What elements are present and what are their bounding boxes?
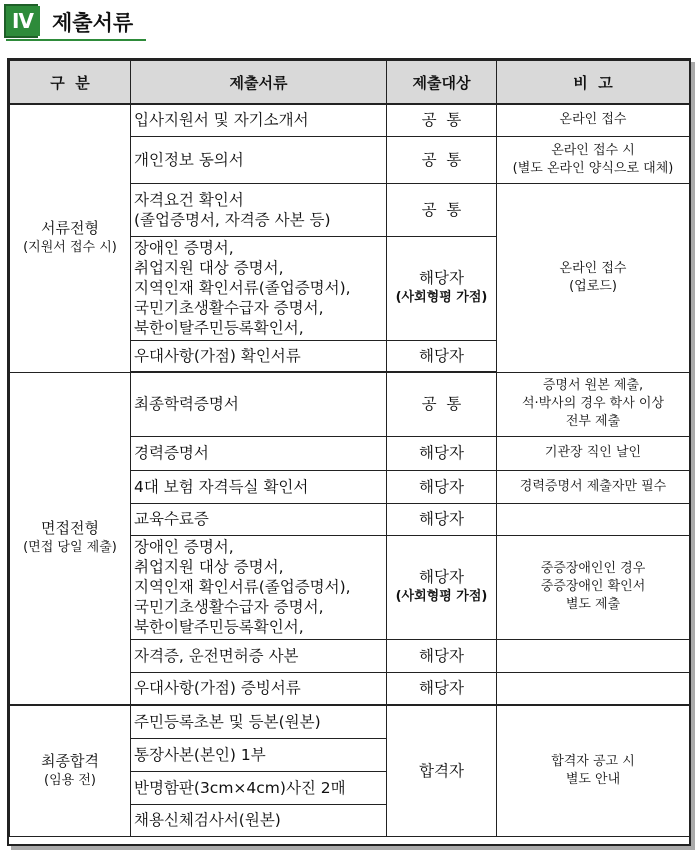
document-line: 우대사항(가점) 확인서류 (134, 346, 301, 365)
target-label: 해당자 (419, 444, 464, 462)
remark-line: 기관장 직인 날인 (544, 445, 642, 460)
remark-cell (497, 470, 690, 503)
document-cell (131, 104, 387, 136)
document-cell (131, 705, 387, 738)
target-cell (387, 372, 497, 436)
category-label: 최종합격 (41, 751, 99, 770)
document-line: 국민기초생활수급자 증명서, (134, 299, 324, 317)
document-cell (131, 771, 387, 804)
remark-cell (497, 705, 690, 836)
target-label: 해당자 (419, 346, 464, 365)
document-cell (131, 436, 387, 470)
document-cell (131, 183, 387, 236)
document-cell (131, 372, 387, 436)
target-cell (387, 672, 497, 705)
target-label: 해당자 (419, 510, 464, 528)
target-label: 해당자 (419, 269, 464, 287)
document-line: 개인정보 동의서 (134, 150, 244, 169)
remark-cell (497, 672, 690, 705)
document-cell (131, 804, 387, 836)
remark-line: 석·박사의 경우 학사 이상 (521, 396, 665, 411)
remark-cell (497, 104, 690, 136)
document-cell (131, 503, 387, 535)
section-header (4, 4, 274, 40)
remark-line: (업로드) (569, 278, 617, 294)
documents-table (9, 60, 690, 837)
document-cell (131, 236, 387, 340)
table-row (10, 372, 690, 436)
document-line: 경력증명서 (134, 444, 209, 462)
remark-cell (497, 372, 690, 436)
document-line: 국민기초생활수급자 증명서, (134, 598, 324, 616)
target-cell (387, 639, 497, 672)
category-cell (10, 104, 131, 372)
table-row (10, 104, 690, 136)
remark-line: 전부 제출 (565, 414, 621, 429)
target-label: 공 통 (421, 200, 462, 219)
target-label: 해당자 (419, 568, 464, 586)
document-line: 반명함판(3cm×4cm)사진 2매 (134, 778, 346, 797)
target-cell (387, 183, 497, 236)
target-label: 공 통 (421, 150, 462, 169)
remark-cell (497, 535, 690, 639)
remark-line: (별도 온라인 양식으로 대체) (512, 160, 674, 176)
remark-line: 온라인 접수 (559, 260, 627, 276)
document-line: 교육수료증 (134, 510, 209, 528)
documents-table-frame (7, 58, 691, 846)
remark-cell (497, 436, 690, 470)
target-cell (387, 436, 497, 470)
target-label: 합격자 (419, 761, 464, 780)
document-cell (131, 470, 387, 503)
category-cell (10, 705, 131, 836)
document-line: 장애인 증명서, (134, 538, 234, 556)
document-line: 지역인재 확인서류(졸업증명서), (134, 279, 351, 297)
target-cell (387, 104, 497, 136)
document-line: 자격요건 확인서 (134, 190, 244, 209)
document-cell (131, 738, 387, 771)
document-cell (131, 639, 387, 672)
target-label: 공 통 (421, 395, 462, 414)
col-header-target: 제출대상 (387, 61, 497, 105)
document-cell (131, 340, 387, 372)
category-sublabel: (면접 당일 제출) (23, 540, 117, 556)
document-line: 취업지원 대상 증명서, (134, 558, 284, 576)
target-cell (387, 503, 497, 535)
col-header-remarks: 비 고 (497, 61, 690, 105)
document-line: 취업지원 대상 증명서, (134, 259, 284, 277)
col-header-category: 구 분 (10, 61, 131, 105)
target-label: 해당자 (419, 679, 464, 698)
document-line: 주민등록초본 및 등본(원본) (134, 712, 321, 731)
table-header-row (10, 61, 690, 105)
target-cell (387, 236, 497, 340)
document-cell (131, 672, 387, 705)
target-cell (387, 705, 497, 836)
remark-line: 증명서 원본 제출, (542, 378, 644, 393)
remark-cell (497, 503, 690, 535)
remark-line: 합격자 공고 시 (551, 753, 635, 769)
target-label: 공 통 (421, 111, 462, 130)
document-cell (131, 136, 387, 183)
category-sublabel: (임용 전) (44, 772, 96, 788)
document-line: 입사지원서 및 자기소개서 (134, 111, 309, 130)
category-label: 서류전형 (41, 219, 99, 238)
section-title: 제출서류 (52, 11, 134, 35)
remark-line: 경력증명서 제출자만 필수 (519, 478, 667, 494)
title-underline (6, 39, 146, 41)
target-cell (387, 470, 497, 503)
target-label: 해당자 (419, 477, 464, 496)
remark-line: 별도 안내 (565, 771, 621, 787)
document-line: 자격증, 운전면허증 사본 (134, 646, 299, 665)
document-line: 최종학력증명서 (134, 395, 239, 414)
target-label: 해당자 (419, 646, 464, 665)
document-line: 장애인 증명서, (134, 239, 234, 257)
table-row (10, 705, 690, 738)
target-sublabel: (사회형평 가점) (395, 290, 488, 305)
category-cell (10, 372, 131, 705)
target-sublabel: (사회형평 가점) (395, 589, 488, 604)
document-line: 북한이탈주민등록확인서, (134, 618, 304, 636)
document-line: 채용신체검사서(원본) (134, 811, 281, 829)
category-sublabel: (지원서 접수 시) (23, 240, 117, 256)
category-label: 면접전형 (41, 519, 99, 538)
target-cell (387, 136, 497, 183)
document-line: 북한이탈주민등록확인서, (134, 319, 304, 337)
remark-cell (497, 183, 690, 372)
document-line: 통장사본(본인) 1부 (134, 745, 266, 764)
remark-line: 중증장애인 확인서 (540, 579, 646, 594)
col-header-documents: 제출서류 (131, 61, 387, 105)
remark-cell (497, 639, 690, 672)
section-numeral: Ⅳ (6, 6, 40, 36)
remark-cell (497, 136, 690, 183)
target-cell (387, 535, 497, 639)
remark-line: 온라인 접수 (559, 112, 627, 128)
document-line: 우대사항(가점) 증빙서류 (134, 679, 301, 698)
document-line: 4대 보험 자격득실 확인서 (134, 477, 309, 496)
document-cell (131, 535, 387, 639)
target-cell (387, 340, 497, 372)
remark-line: 온라인 접수 시 (551, 142, 635, 158)
remark-line: 별도 제출 (565, 597, 621, 612)
remark-line: 중증장애인인 경우 (540, 561, 646, 576)
document-line: 지역인재 확인서류(졸업증명서), (134, 578, 351, 596)
document-line: (졸업증명서, 자격증 사본 등) (134, 210, 331, 229)
